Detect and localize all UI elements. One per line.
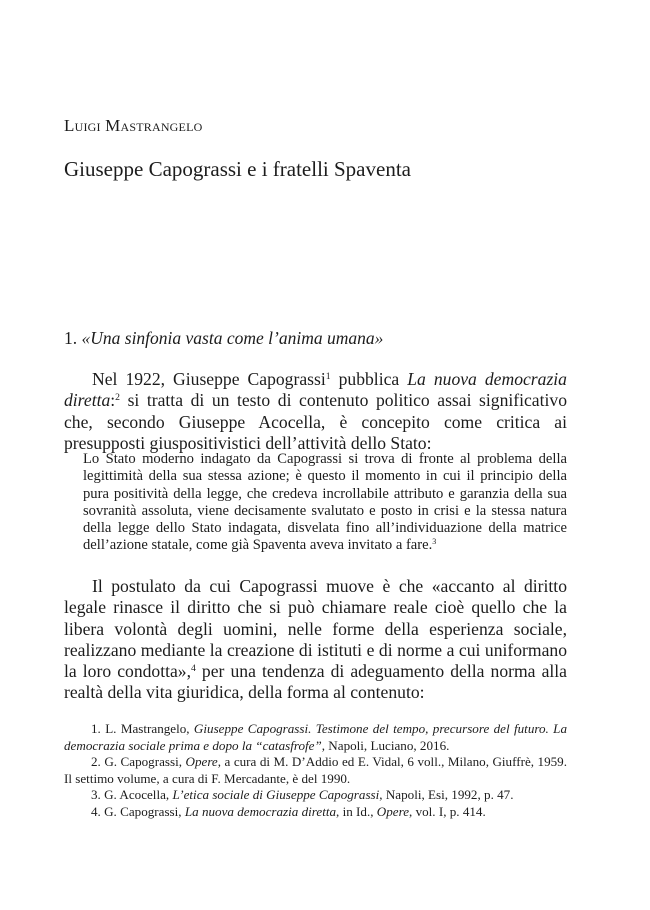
footnote-ref-2: 2	[115, 392, 120, 404]
footnote-text: , Napoli, Esi, 1992, p. 47.	[379, 787, 514, 803]
footnote-2	[64, 754, 567, 787]
body-paragraph-2	[64, 576, 567, 704]
quote-text: Lo Stato moderno indagato da Capograssi si trova di fronte al problema della legittimità della sua stessa azione; è questo il momento in cui il principio della pura positività della legge, che credeva incrollabile attributo e garanzia della sua sovranità assoluta, viene decisamente svalutato e posto in crisi e la stessa natura della legge dello Stato indagata, disvelata fino all’individuazione della matrice dell’azione statale, come già Spaventa aveva invitato a fare.	[83, 451, 567, 554]
section-title: «Una sinfonia vasta come l’anima umana»	[81, 328, 384, 348]
footnote-text: 4. G. Capograssi,	[91, 803, 185, 819]
body-paragraph-1	[64, 369, 567, 454]
p1-book-title: La nuova democrazia diretta	[64, 369, 567, 411]
footnote-4	[64, 804, 567, 821]
footnote-text: 2. G. Capograssi,	[91, 754, 186, 770]
footnote-italic: Opere	[376, 803, 410, 819]
footnote-text: , a cura di M. D’Addio ed E. Vidal, 6 voll., Milano, Giuffrè, 1959. Il settimo volume, a cura di F. Mercadante, è del 1990.	[64, 754, 567, 786]
section-heading	[64, 328, 383, 349]
footnotes	[64, 721, 567, 821]
section-number: 1.	[64, 328, 78, 348]
footnote-text: , Napoli, Luciano, 2016.	[321, 737, 450, 753]
footnote-ref-1: 1	[325, 371, 331, 383]
footnote-text: 3. G. Acocella,	[91, 787, 173, 803]
footnote-italic: L’etica sociale di Giuseppe Capograssi	[172, 787, 380, 803]
footnote-italic: La nuova democrazia diretta	[184, 803, 337, 819]
author-name: Luigi Mastrangelo	[64, 116, 203, 135]
article-title: Giuseppe Capograssi e i fratelli Spaventa	[64, 157, 411, 181]
p1-text-c: :	[110, 390, 116, 411]
footnote-text: , in Id.,	[336, 803, 377, 819]
footnote-ref-3: 3	[432, 537, 437, 547]
footnote-text: 1. L. Mastrangelo,	[91, 721, 194, 736]
p1-text-b: pubblica	[330, 369, 408, 389]
footnote-italic: Opere	[185, 754, 218, 770]
footnote-italic: Giuseppe Capograssi. Testimone del tempo, precursore del futuro. La democrazia sociale prima e dopo la “catasfrofe”	[64, 721, 567, 753]
p1-text-a: Nel 1922, Giuseppe Capograssi	[92, 369, 326, 389]
footnote-ref-4: 4	[191, 663, 196, 675]
block-quote	[83, 451, 567, 555]
footnote-text: , vol. I, p. 414.	[409, 803, 486, 819]
p1-text-d: si tratta di un testo di contenuto politico assai significativo che, secondo Giuseppe Acocella, è concepito come critica ai presupposti giuspositivistici dell’attività dello Stato:	[64, 390, 567, 453]
p2-text-a: Il postulato da cui Capograssi muove è che «accanto al diritto legale rinasce il diritto che si può chiamare reale cioè quello che la libera volontà degli uomini, nelle forme della esperienza sociale, realizzano mediante la creazione di istituti e di norme a cui uniformano la loro condotta»,	[64, 576, 567, 682]
footnote-3	[64, 787, 567, 804]
p2-text-b: per una tendenza di adeguamento della norma alla realtà della vita giuridica, della forma al contenuto:	[64, 661, 567, 703]
footnote-1	[64, 721, 567, 754]
